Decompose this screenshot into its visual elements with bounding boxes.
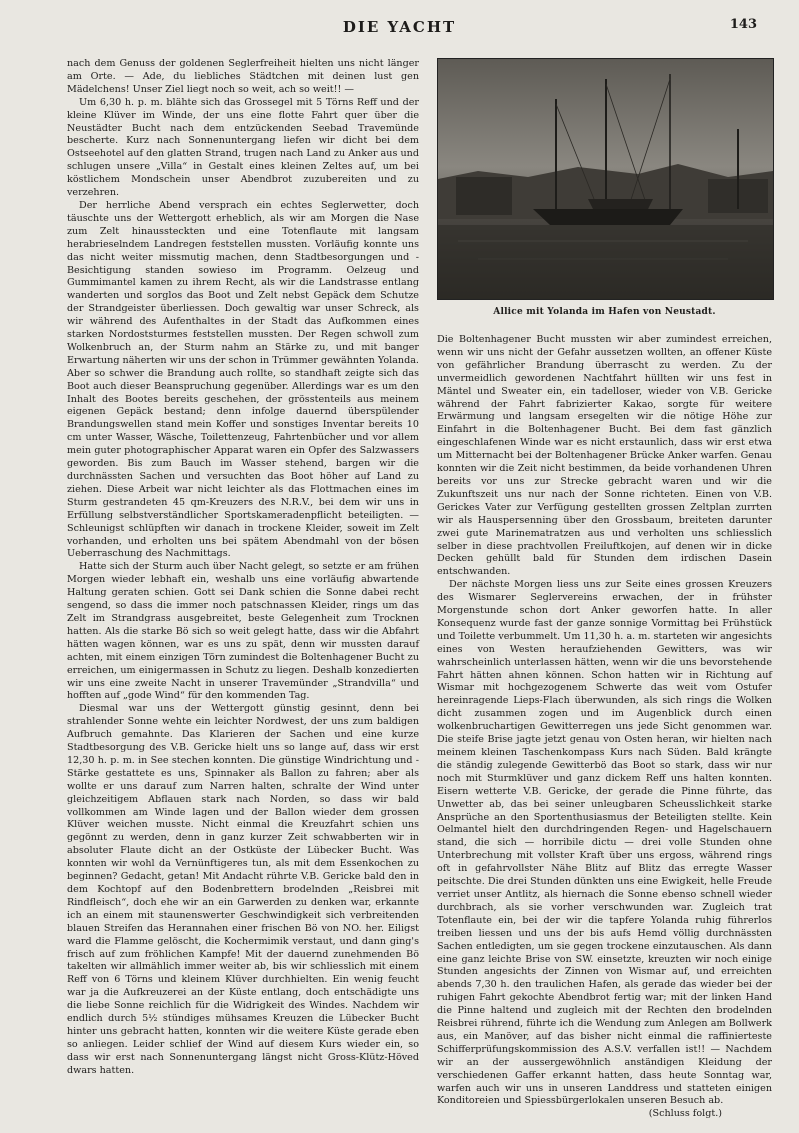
page-number: 143: [729, 17, 757, 32]
paragraph: Der nächste Morgen liess uns zur Seite eines grossen Kreuzers des Wismarer Seglervereins erwachen, der in frühster Morgenstunde schon dort Anker geworfen hatte. In aller Konsequenz wurde fast der ganze sonnige Vormittag bei Frühstück und Toilette verbummelt. Um 11,30 h. a. m. starteten wir angesichts eines von Westen heraufziehenden Gewitters, was wir wahrscheinlich unterlassen hätten, wenn wir die uns bevorstehende Fahrt hätten ahnen können. Schon hatten wir in Richtung auf Wismar mit hochgezogenem Schwerte das weit vom Ostufer hereinragende Lieps-Flach überwunden, als sich rings die Wolken dicht zusammen zogen und im Augenblick durch einen wolkenbruchartigen Gewitterregen uns jede Sicht genommen war. Die steife Brise jagte jetzt genau von Osten heran, wir hielten nach meinem kleinen Taschenkompass Kurs nach Süden. Bald krängte die ständig zulegende Gewitterbö das Boot so stark, dass wir nur noch mit Sturmklüver und ganz dickem Reff uns halten konnten. Eisern wetterte V.B. Gericke, der gerade die Pinne führte, das Unwetter ab, das bei seiner unleugbaren Scheusslichkeit starke Ansprüche an den Sportenthusiasmus der Beteiligten stellte. Kein Oelmantel hielt den durchdringenden Regen- und Hagelschauern stand, die sich — horribile dictu — drei volle Stunden ohne Unterbrechung mit vollster Kraft über uns ergoss, während rings oft in gefahrvollster Nähe Blitz auf Blitz das erregte Wasser peitschte. Die drei Stunden dünkten uns eine Ewigkeit, helle Freude verriet unser Antlitz, als hiernach die Sonne ebenso schnell wieder durchbrach, als sie vorher verschwunden war. Zugleich trat Totenflaute ein, bei der wir die tapfere Yolanda ruhig führerlos treiben liessen und uns der bis aufs Hemd völlig durchnässten Sachen entledigten, um sie gegen trockene einzutauschen. Als dann eine ganz leichte Brise von SW. einsetzte, kreuzten wir noch einige Stunden angesichts der Zinnen von Wismar auf, und erreichten abends 7,30 h. den traulichen Hafen, als gerade das wieder bei der ruhigen Fahrt gekochte Abendbrot fertig war; mit der linken Hand die Pinne haltend und zugleich mit der Rechten den brodelnden Reisbrei rührend, führte ich die Wendung zum Anlegen am Bollwerk aus, ein Manöver, auf das bisher nicht einmal die raffinierteste Schifferprüfungskommission des A.S.V. verfallen ist!! — Nachdem wir an der aussergewöhnlich anständigen Kleidung der verschiedenen Gaffer erkannt hatten, dass heute Sonntag war, warfen auch wir uns in unseren Landdress und statteten einigen Konditoreien und Spiessbürgerlokalen unseren Besuch ab.: [437, 579, 772, 1107]
figure-caption: Allice mit Yolanda im Hafen von Neustadt.: [493, 307, 716, 317]
continuation-note: (Schluss folgt.): [648, 1108, 722, 1120]
paragraph: Diesmal war uns der Wettergott günstig gesinnt, denn bei strahlender Sonne wehte ein leichter Nordwest, der uns zum baldigen Aufbruch gemahnte. Das Klarieren der Sachen und eine kurze Stadtbesorgung des V.B. Gericke hielt uns so lange auf, dass wir erst 12,30 h. p. m. in See stechen konnten. Die günstige Windrichtung und -Stärke gestattete es uns, Spinnaker als Ballon zu fahren; aber als wollte er uns darauf zum Narren halten, schralte der Wind unter gleichzeitigem Abflauen stark nach Norden, so dass wir bald vollkommen am Winde lagen und der Ballon wieder dem grossen Klüver weichen musste. Nicht einmal die Kreuzfahrt schien uns gegönnt zu werden, denn in ganz kurzer Zeit schwabberten wir in absoluter Flaute dicht an der Ostküste der Lübecker Bucht. Was konnten wir wohl da Vernünftigeres tun, als mit dem Essenkochen zu beginnen? Gedacht, getan! Mit Andacht rührte V.B. Gericke bald den in dem Kochtopf auf den Bodenbrettern brodelnden „Reisbrei mit Rindfleisch“, doch ehe wir an ein Garwerden zu denken war, erkannte ich an einem mit staunenswerter Geschwindigkeit sich verbreitenden blauen Streifen das Herannahen einer frischen Bö von NO. her. Eiligst ward die Flamme gelöscht, die Kochermimik verstaut, und dann ging's frisch auf zum fröhlichen Kampfe! Mit der dauernd zunehmenden Bö takelten wir allmählich immer weiter ab, bis wir schliesslich mit einem Reff von 6 Törns und kleinem Klüver durchhielten. Ein wenig feucht war ja die Aufkreuzerei an der Küste entlang, doch entschädigte uns die liebe Sonne reichlich für die Widrigkeit des Windes. Nachdem wir endlich durch 5½ stündiges mühsames Kreuzen die Lübecker Bucht hinter uns gebracht hatten, konnten wir die weitere Küste gerade eben so anliegen. Leider schlief der Wind auf diesem Kurs wieder ein, so dass wir erst nach Sonnenuntergang längst nicht Gross-Klütz-Höved dwars hatten.: [67, 703, 419, 1076]
paragraph: Hatte sich der Sturm auch über Nacht gelegt, so setzte er am frühen Morgen wieder lebhaft ein, weshalb uns eine vorläufig abwartende Haltung geraten schien. Gott sei Dank schien die Sonne dabei recht sengend, so dass die immer noch patschnassen Kleider, rings um das Zelt im Strandgrass ausgebreitet, beste Gelegenheit zum Trocknen hatten. Als die starke Bö sich so weit gelegt hatte, dass wir die Abfahrt hätten wagen können, war es uns zu spät, denn wir mussten darauf achten, mit einem einzigen Törn zumindest die Boltenhagener Bucht zu erreichen, um einigermassen in Schutz zu liegen. Deshalb konzedierten wir uns eine zweite Nacht in unserer Travemünder „Strandvilla“ und hofften auf „gode Wind“ für den kommenden Tag.: [67, 561, 419, 702]
left-text-column: [67, 58, 419, 1078]
paragraph: Die Boltenhagener Bucht mussten wir aber zumindest erreichen, wenn wir uns nicht der Gefahr aussetzen wollten, an offener Küste von gefährlicher Brandung überrascht zu werden. Zu der unvermeidlich gewordenen Nachtfahrt hüllten wir uns fest in Mäntel und Sweater ein, ein tadelloser, wieder von V.B. Gericke während der Fahrt fabrizierter Kakao, sorgte für weitere Erwärmung und langsam ersegelten wir die nötige Höhe zur Einfahrt in die Boltenhagener Bucht. Bei dem fast gänzlich eingeschlafenen Winde war es nicht erstaunlich, dass wir erst etwa um Mitternacht bei der Boltenhagener Brücke Anker warfen. Genau konnten wir die Zeit nicht bestimmen, da beide vorhandenen Uhren bereits vor uns zur Strecke gebracht waren und wir die Zukunftszeit uns nur nach der Sonne richteten. Einen von V.B. Gerickes Vater zur Verfügung gestellten grossen Zeltplan zurrten wir als Hauspersenning über den Grossbaum, breiteten darunter zwei gute Marinematratzen aus und verholten uns schliesslich selber in diese prachtvollen Freiluftkojen, auf denen wir in dicke Decken gehüllt bald für Stunden dem irdischen Dasein entschwanden.: [437, 334, 772, 578]
right-text-column: [437, 334, 772, 1121]
running-header-title: DIE YACHT: [342, 18, 457, 36]
paragraph: nach dem Genuss der goldenen Seglerfreiheit hielten uns nicht länger am Orte. — Ade, du liebliches Städtchen mit deinen lust gen Mädelchens! Unser Ziel liegt noch so weit, ach so weit!! —: [67, 58, 419, 95]
harbor-photo: [437, 58, 774, 300]
figure: [437, 58, 772, 317]
paragraph: Der herrliche Abend versprach ein echtes Seglerwetter, doch täuschte uns der Wettergott erheblich, als wir am Morgen die Nase zum Zelt hinaussteckten und eine Totenflaute mit langsam herabrieselndem Landregen feststellen mussten. Vorläufig konnte uns das nicht weiter missmutig machen, denn Stadtbesorgungen und -Besichtigung standen sowieso im Programm. Oelzeug und Gummimantel kamen zu ihrem Recht, als wir die Landstrasse entlang wanderten und sorglos das Boot und Zelt nebst Gepäck dem Schutze der Strandgeister überliessen. Doch gewaltig war unser Schreck, als wir während des Aufenthaltes in der Stadt das Aufkommen eines starken Nordoststurmes feststellen mussten. Der Regen schwoll zum Wolkenbruch an, der Sturm nahm an Stärke zu, und mit banger Erwartung näherten wir uns der schon in Trümmer gewähnten Yolanda. Aber so schwer die Brandung auch rollte, so standhaft zeigte sich das Boot auch dieser Beanspruchung gegenüber. Allerdings war es um den Inhalt des Bootes bereits geschehen, der grösstenteils aus meinem eigenen Gepäck bestand; denn infolge dauernd überspülender Brandungswellen stand mein Koffer und sonstiges Inventar bereits 10 cm unter Wasser, Wäsche, Toilettenzeug, Fahrtenbücher und vor allem mein guter photographischer Apparat waren ein Opfer des Salzwassers geworden. Bis zum Bauch im Wasser stehend, bargen wir die durchnässten Sachen und versuchten das Boot höher auf Land zu ziehen. Diese Arbeit war nicht leichter als das Flottmachen eines im Sturm gestrandeten 45 qm-Kreuzers des N.R.V., bei dem wir uns in Erfüllung selbstverständlicher Sportskameradenpflicht beteiligten. — Schleunigst schlüpften wir danach in trockene Kleider, soweit im Zelt vorhanden, und erholten uns bei spätem Abendmahl von der bösen Ueberraschung des Nachmittags.: [67, 199, 419, 560]
paragraph: Um 6,30 h. p. m. blähte sich das Grossegel mit 5 Törns Reff und der kleine Klüver im Winde, der uns eine flotte Fahrt quer über die Neustädter Bucht nach dem entzückenden Seebad Travemünde bescherte. Kurz nach Sonnenuntergang liefen wir dicht bei dem Ostseehotel auf den glatten Strand, trugen nach Land zu Anker aus und schlugen unsere „Villa“ in Gestalt eines kleinen Zeltes auf, um bei köstlichem Mondschein unser Abendbrot zuzubereiten und zu verzehren.: [67, 96, 419, 199]
